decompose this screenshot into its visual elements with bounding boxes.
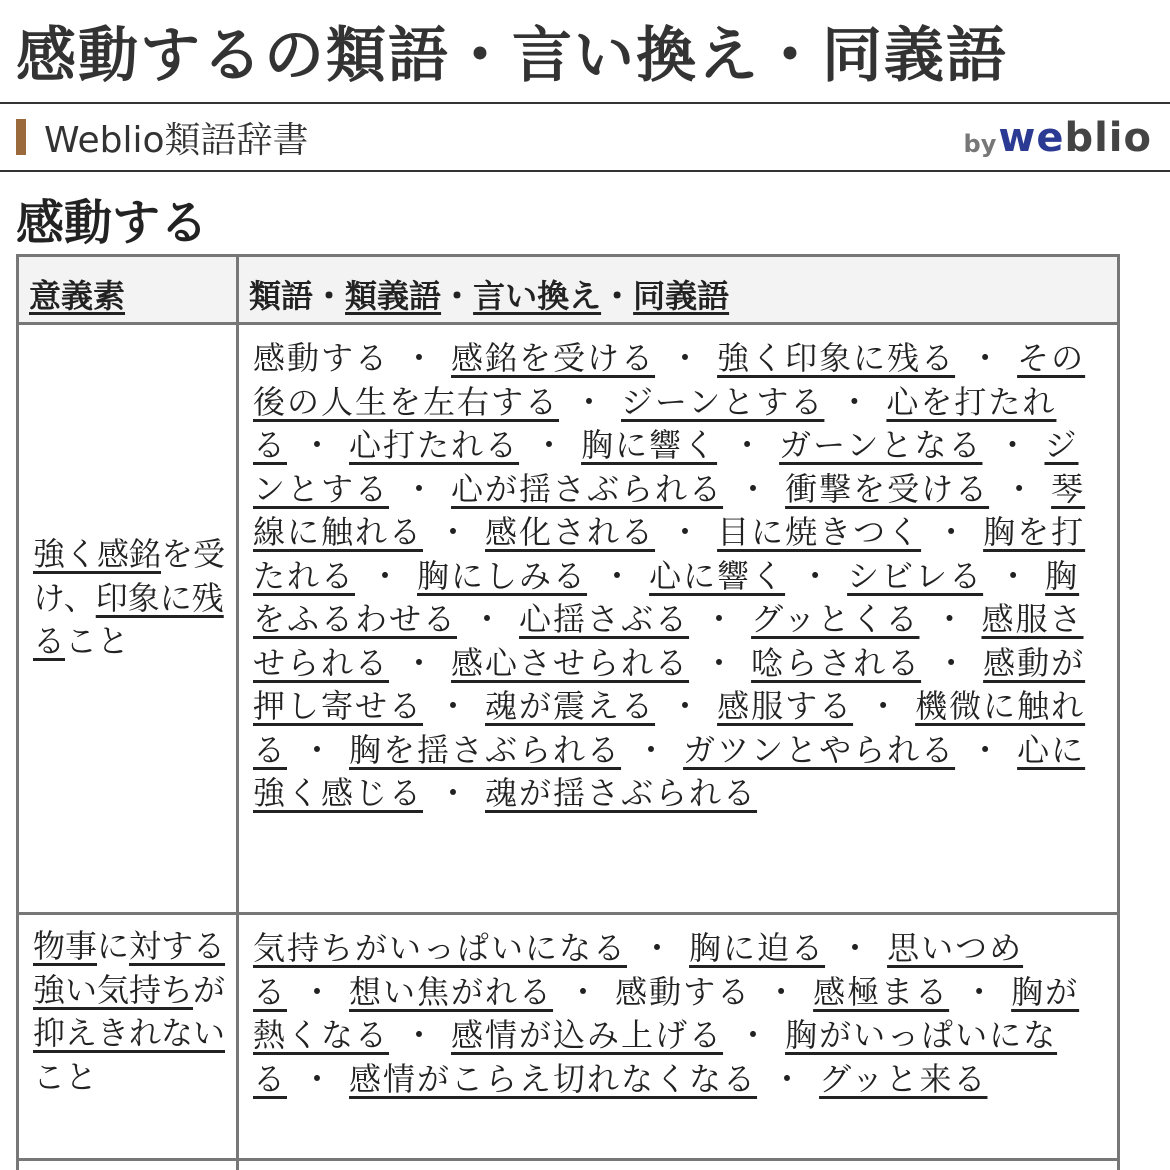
header-separator: ・: [601, 277, 634, 315]
synonym-separator: ・: [737, 469, 772, 508]
meaning-cell: [18, 324, 238, 914]
synonym-separator: ・: [641, 929, 676, 967]
synonym-link[interactable]: 胸に響く: [581, 426, 718, 464]
synonym-separator: ・: [573, 382, 608, 421]
synonym-link[interactable]: 心揺さぶる: [519, 600, 690, 638]
meaning-fragment[interactable]: 印象に残: [95, 578, 224, 617]
meaning-fragment[interactable]: る: [33, 622, 66, 660]
synonym-separator: ・: [301, 426, 336, 464]
synonym-link[interactable]: 唸らされる: [751, 643, 922, 682]
dictionary-name: Weblio類語辞書: [44, 119, 309, 161]
synonym-link[interactable]: 感化される: [485, 513, 656, 551]
logo-accent: we: [998, 115, 1065, 161]
synonym-separator: ・: [635, 730, 670, 769]
meaning-fragment: を受け、: [33, 535, 226, 617]
meaning-fragment[interactable]: 強い: [33, 970, 98, 1009]
synonym-link[interactable]: 強く印象に残る: [717, 339, 956, 377]
synonym-separator: ・: [765, 972, 800, 1011]
synonym-separator: ・: [301, 730, 336, 769]
synonym-link[interactable]: 感動が押し寄せる: [253, 643, 1086, 725]
synonym-link[interactable]: グッとくる: [751, 600, 920, 638]
dictionary-bar: [0, 104, 1170, 172]
synonym-separator: ・: [669, 339, 704, 377]
synonym-link[interactable]: 胸が熱くなる: [253, 972, 1080, 1054]
synonym-separator: ・: [403, 469, 438, 508]
synonym-separator: ・: [669, 513, 704, 551]
synonym-link[interactable]: その後の人生を左右する: [253, 339, 1086, 421]
header-synonym-label: 類語: [249, 277, 314, 315]
header-separator: ・: [313, 277, 346, 315]
synonym-separator: ・: [1003, 469, 1038, 508]
synonym-link[interactable]: 感心させられる: [451, 643, 690, 682]
synonym-separator: ・: [963, 972, 998, 1011]
synonym-separator: ・: [403, 1016, 438, 1054]
synonym-link[interactable]: 心に強く感じる: [253, 730, 1086, 812]
synonym-link[interactable]: 想い焦がれる: [349, 972, 554, 1011]
synonym-link[interactable]: 胸をふるわせる: [253, 556, 1080, 638]
synonym-link[interactable]: 心が揺さぶられる: [451, 469, 724, 508]
synonym-separator: ・: [838, 382, 873, 421]
synonym-separator: ・: [669, 687, 704, 725]
synonym-link[interactable]: 気持ちがいっぱいになる: [253, 929, 628, 967]
synonym-separator: ・: [301, 1059, 336, 1098]
table-row: [18, 1160, 1119, 1170]
synonym-separator: ・: [567, 972, 602, 1011]
synonym-separator: ・: [703, 600, 738, 638]
synonym-separator: ・: [969, 730, 1004, 769]
synonym-separator: ・: [403, 643, 438, 682]
synonym-link[interactable]: 機微に触れる: [253, 687, 1086, 769]
header-synonym-label[interactable]: 類義語: [345, 277, 442, 315]
synonym-link[interactable]: 目に焼きつく: [717, 513, 922, 551]
table-row: [18, 324, 1119, 914]
meaning-fragment[interactable]: 物事: [33, 927, 98, 965]
meaning-fragment[interactable]: 抑えきれない: [33, 1014, 226, 1052]
synonym-link[interactable]: グッと来る: [819, 1059, 988, 1098]
synonym-link: 感動する: [253, 339, 390, 377]
synonym-separator: ・: [471, 600, 506, 638]
synonym-separator: ・: [437, 687, 472, 725]
synonyms-cell: [238, 914, 1119, 1160]
synonym-link: 感動する: [615, 972, 752, 1011]
synonym-table: [16, 254, 1120, 1170]
synonym-link[interactable]: ガーンとなる: [779, 426, 983, 464]
meaning-fragment[interactable]: 気持ち: [97, 970, 194, 1009]
synonyms-cell: [238, 1160, 1119, 1170]
synonym-link[interactable]: 心を打たれる: [253, 382, 1057, 464]
table-row: [18, 914, 1119, 1160]
synonym-link[interactable]: 胸がいっぱいになる: [253, 1016, 1058, 1098]
synonym-separator: ・: [403, 339, 438, 377]
synonym-link[interactable]: 胸を打たれる: [253, 513, 1086, 595]
meaning-fragment: こと: [33, 1057, 98, 1096]
synonym-link[interactable]: 感情がこらえ切れなくなる: [349, 1059, 758, 1098]
synonym-separator: ・: [737, 1016, 772, 1054]
synonym-separator: ・: [969, 339, 1004, 377]
synonym-separator: ・: [703, 643, 738, 682]
synonym-separator: ・: [731, 426, 766, 464]
logo-rest: blio: [1064, 115, 1152, 161]
synonym-link[interactable]: 胸を揺さぶられる: [349, 730, 622, 769]
synonym-separator: ・: [369, 556, 404, 595]
meaning-fragment: が: [193, 970, 226, 1009]
synonym-link[interactable]: 胸に迫る: [689, 929, 826, 967]
synonym-link[interactable]: シビレる: [847, 556, 984, 595]
synonym-link[interactable]: 感極まる: [813, 972, 950, 1011]
synonym-separator: ・: [933, 600, 968, 638]
header-synonyms: [238, 256, 1119, 324]
synonym-separator: ・: [601, 556, 636, 595]
synonym-separator: ・: [867, 687, 902, 725]
synonym-link[interactable]: 感情が込み上げる: [451, 1016, 724, 1054]
synonym-separator: ・: [301, 972, 336, 1011]
meaning-fragment: に: [97, 927, 130, 965]
synonym-link[interactable]: 魂が震える: [485, 687, 656, 725]
synonym-separator: ・: [437, 774, 472, 812]
synonym-link[interactable]: 衝撃を受ける: [785, 469, 990, 508]
synonym-link[interactable]: ジーンとする: [621, 382, 825, 421]
synonym-link[interactable]: 感服させられる: [253, 600, 1084, 682]
synonym-separator: ・: [935, 643, 970, 682]
weblio-logo[interactable]: [964, 114, 1152, 162]
meaning-fragment: こと: [65, 622, 130, 660]
logo-wordmark: [998, 114, 1152, 162]
synonym-separator: ・: [771, 1059, 806, 1098]
synonym-separator: ・: [533, 426, 568, 464]
page-title: 感動するの類語・言い換え・同義語: [16, 21, 1008, 91]
synonym-separator: ・: [799, 556, 834, 595]
dictionary-marker: [16, 119, 26, 155]
logo-by: by: [963, 130, 997, 158]
synonym-link[interactable]: 胸にしみる: [417, 556, 588, 595]
table-header-row: [18, 256, 1119, 324]
header-separator: ・: [441, 277, 474, 315]
header-meaning: [18, 256, 238, 324]
synonym-separator: ・: [437, 513, 472, 551]
synonym-separator: ・: [996, 426, 1031, 464]
header-meaning-link[interactable]: 意義素: [29, 277, 126, 315]
header-synonym-label[interactable]: 同義語: [633, 277, 730, 315]
synonym-link[interactable]: ジンとする: [253, 426, 1079, 508]
synonyms-cell: [238, 324, 1119, 914]
synonym-separator: ・: [997, 556, 1032, 595]
synonym-link[interactable]: 魂が揺さぶられる: [485, 774, 758, 812]
entry-heading: 感動する: [16, 195, 209, 251]
synonym-link[interactable]: 琴線に触れる: [253, 469, 1086, 551]
meaning-fragment[interactable]: 強く感銘: [33, 535, 162, 573]
meaning-fragment[interactable]: 対する: [129, 927, 226, 965]
header-synonym-label[interactable]: 言い換え: [473, 277, 602, 315]
synonym-link[interactable]: 感服する: [717, 687, 854, 725]
page-header: [0, 0, 1170, 104]
meaning-cell: [18, 914, 238, 1160]
synonym-link[interactable]: 感銘を受ける: [451, 339, 656, 377]
meaning-cell: [18, 1160, 238, 1170]
synonym-link[interactable]: 心に響く: [649, 556, 786, 595]
synonym-link[interactable]: ガツンとやられる: [683, 730, 956, 769]
synonym-separator: ・: [839, 929, 874, 967]
synonym-link[interactable]: 心打たれる: [349, 426, 520, 464]
synonym-separator: ・: [935, 513, 970, 551]
synonym-link[interactable]: 思いつめる: [253, 929, 1024, 1011]
